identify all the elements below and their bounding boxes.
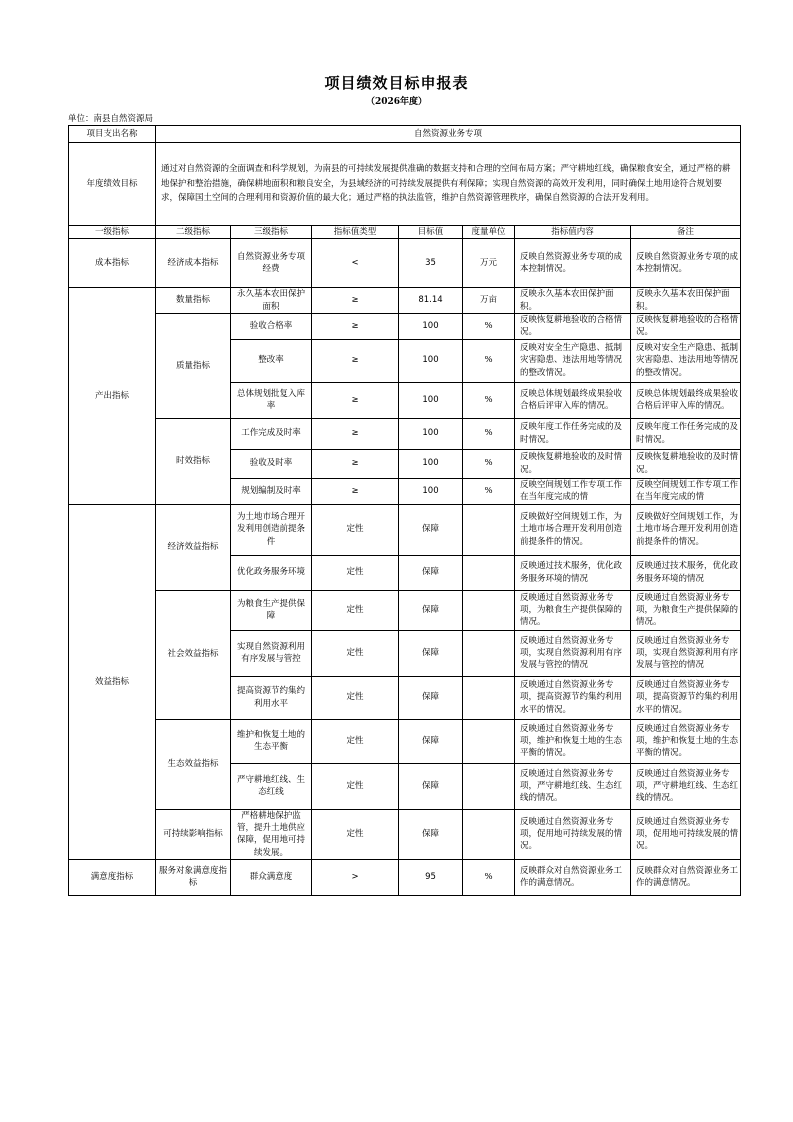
level1-indicator: 满意度指标 — [69, 859, 156, 895]
measure-unit — [463, 555, 515, 590]
indicator-type: 定性 — [312, 676, 399, 719]
header-cell: 三级指标 — [231, 226, 312, 239]
indicator-content: 反映恢复耕地验收的及时情况。 — [515, 449, 631, 478]
remark: 反映通过技术服务，优化政务服务环境的情况 — [631, 555, 741, 590]
target-value: 100 — [399, 382, 463, 418]
indicator-content: 反映自然资源业务专项的成本控制情况。 — [515, 239, 631, 288]
remark: 反映群众对自然资源业务工作的满意情况。 — [631, 859, 741, 895]
level2-indicator: 可持续影响指标 — [156, 809, 231, 859]
target-value: 100 — [399, 418, 463, 449]
header-cell: 备注 — [631, 226, 741, 239]
target-value: 95 — [399, 859, 463, 895]
indicator-content: 反映通过自然资源业务专项，为粮食生产提供保障的情况。 — [515, 590, 631, 630]
indicator-content: 反映通过自然资源业务专项，提高资源节约集约利用水平的情况。 — [515, 676, 631, 719]
level3-indicator: 自然资源业务专项经费 — [231, 239, 312, 288]
level3-indicator: 提高资源节约集约利用水平 — [231, 676, 312, 719]
target-value: 保障 — [399, 590, 463, 630]
header-cell: 指标值类型 — [312, 226, 399, 239]
level3-indicator: 严守耕地红线、生态红线 — [231, 763, 312, 809]
target-value: 35 — [399, 239, 463, 288]
level3-indicator: 优化政务服务环境 — [231, 555, 312, 590]
level3-indicator: 为粮食生产提供保障 — [231, 590, 312, 630]
indicator-type: 定性 — [312, 504, 399, 555]
performance-table — [68, 125, 741, 896]
level3-indicator: 实现自然资源利用有序发展与管控 — [231, 630, 312, 676]
indicator-type: > — [312, 859, 399, 895]
table-row — [69, 288, 741, 314]
target-value: 保障 — [399, 630, 463, 676]
remark: 反映通过自然资源业务专项，为粮食生产提供保障的情况。 — [631, 590, 741, 630]
indicator-content: 反映恢复耕地验收的合格情况。 — [515, 313, 631, 339]
table-row — [69, 313, 741, 339]
indicator-content: 反映通过自然资源业务专项，实现自然资源利用有序发展与管控的情况 — [515, 630, 631, 676]
measure-unit — [463, 809, 515, 859]
level2-indicator: 经济效益指标 — [156, 504, 231, 590]
measure-unit: % — [463, 418, 515, 449]
level3-indicator: 群众满意度 — [231, 859, 312, 895]
indicator-type: 定性 — [312, 590, 399, 630]
project-name-value: 自然资源业务专项 — [156, 126, 741, 143]
target-value: 保障 — [399, 676, 463, 719]
measure-unit: % — [463, 313, 515, 339]
remark: 反映通过自然资源业务专项，实现自然资源利用有序发展与管控的情况 — [631, 630, 741, 676]
level3-indicator: 验收合格率 — [231, 313, 312, 339]
measure-unit — [463, 630, 515, 676]
measure-unit: % — [463, 449, 515, 478]
remark: 反映永久基本农田保护面积。 — [631, 288, 741, 314]
remark: 反映空间规划工作专项工作在当年度完成的情 — [631, 478, 741, 504]
header-cell: 度量单位 — [463, 226, 515, 239]
indicator-type: ≥ — [312, 478, 399, 504]
header-cell: 二级指标 — [156, 226, 231, 239]
annual-goal-text: 通过对自然资源的全面调查和科学规划，为南县的可持续发展提供准确的数据支持和合理的空间布局方案；严守耕地红线，确保粮食安全，通过严格的耕地保护和整治措施，确保耕地面积和粮良安全，为县域经济的可持续发展提供有利保障；实现自然资源的高效开发利用，同时确保土地用途符合规划要求，保障国土空间的合理利用和资源价值的最大化；通过严格的执法监管，维护自然资源管理秩序，确保自然资源的合法开发利用。 — [156, 143, 741, 226]
measure-unit: % — [463, 859, 515, 895]
table-row — [69, 719, 741, 763]
header-cell: 指标值内容 — [515, 226, 631, 239]
indicator-type: ≥ — [312, 313, 399, 339]
level2-indicator: 生态效益指标 — [156, 719, 231, 809]
indicator-content: 反映年度工作任务完成的及时情况。 — [515, 418, 631, 449]
header-cell: 目标值 — [399, 226, 463, 239]
target-value: 保障 — [399, 555, 463, 590]
measure-unit: % — [463, 478, 515, 504]
remark: 反映年度工作任务完成的及时情况。 — [631, 418, 741, 449]
level2-indicator: 质量指标 — [156, 313, 231, 418]
measure-unit: % — [463, 339, 515, 382]
unit-label: 单位：南县自然资源局 — [68, 114, 154, 124]
measure-unit — [463, 719, 515, 763]
project-name-label: 项目支出名称 — [69, 126, 156, 143]
indicator-content: 反映对安全生产隐患、抵制灾害隐患、违法用地等情况的整改情况。 — [515, 339, 631, 382]
indicator-content: 反映群众对自然资源业务工作的满意情况。 — [515, 859, 631, 895]
level3-indicator: 永久基本农田保护面积 — [231, 288, 312, 314]
indicator-type: ≥ — [312, 382, 399, 418]
level1-indicator: 效益指标 — [69, 504, 156, 859]
target-value: 保障 — [399, 719, 463, 763]
level3-indicator: 规划编制及时率 — [231, 478, 312, 504]
level1-indicator: 产出指标 — [69, 288, 156, 504]
remark: 反映通过自然资源业务专项，提高资源节约集约利用水平的情况。 — [631, 676, 741, 719]
level3-indicator: 总体规划批复入库率 — [231, 382, 312, 418]
measure-unit — [463, 676, 515, 719]
target-value: 100 — [399, 478, 463, 504]
level2-indicator: 经济成本指标 — [156, 239, 231, 288]
level3-indicator: 工作完成及时率 — [231, 418, 312, 449]
level2-indicator: 社会效益指标 — [156, 590, 231, 719]
indicator-type: 定性 — [312, 809, 399, 859]
remark: 反映对安全生产隐患、抵制灾害隐患、违法用地等情况的整改情况。 — [631, 339, 741, 382]
level1-indicator: 成本指标 — [69, 239, 156, 288]
level3-indicator: 严格耕地保护监管，提升土地供应保障，促用地可持续发展。 — [231, 809, 312, 859]
target-value: 保障 — [399, 763, 463, 809]
measure-unit: 万亩 — [463, 288, 515, 314]
remark: 反映恢复耕地验收的及时情况。 — [631, 449, 741, 478]
target-value: 100 — [399, 339, 463, 382]
target-value: 81.14 — [399, 288, 463, 314]
indicator-type: < — [312, 239, 399, 288]
table-row — [69, 504, 741, 555]
remark: 反映通过自然资源业务专项，促用地可持续发展的情况。 — [631, 809, 741, 859]
table-row — [69, 859, 741, 895]
indicator-type: ≥ — [312, 339, 399, 382]
measure-unit: 万元 — [463, 239, 515, 288]
level3-indicator: 验收及时率 — [231, 449, 312, 478]
indicator-type: 定性 — [312, 763, 399, 809]
annual-goal-label: 年度绩效目标 — [69, 143, 156, 226]
indicator-type: ≥ — [312, 449, 399, 478]
indicator-type: 定性 — [312, 719, 399, 763]
page-title: 项目绩效目标申报表 — [324, 74, 469, 92]
indicator-type: ≥ — [312, 288, 399, 314]
indicator-content: 反映总体规划最终成果验收合格后评审入库的情况。 — [515, 382, 631, 418]
level2-indicator: 服务对象满意度指标 — [156, 859, 231, 895]
indicator-content: 反映通过自然资源业务专项，促用地可持续发展的情况。 — [515, 809, 631, 859]
measure-unit — [463, 763, 515, 809]
target-value: 100 — [399, 449, 463, 478]
remark: 反映自然资源业务专项的成本控制情况。 — [631, 239, 741, 288]
indicator-content: 反映永久基本农田保护面积。 — [515, 288, 631, 314]
measure-unit: % — [463, 382, 515, 418]
level3-indicator: 维护和恢复土地的生态平衡 — [231, 719, 312, 763]
measure-unit — [463, 504, 515, 555]
target-value: 100 — [399, 313, 463, 339]
level3-indicator: 整改率 — [231, 339, 312, 382]
indicator-content: 反映通过自然资源业务专项，维护和恢复土地的生态平衡的情况。 — [515, 719, 631, 763]
indicator-content: 反映做好空间规划工作，为土地市场合理开发利用创造前提条件的情况。 — [515, 504, 631, 555]
year-subtitle: （2026年度） — [365, 97, 428, 107]
remark: 反映通过自然资源业务专项，维护和恢复土地的生态平衡的情况。 — [631, 719, 741, 763]
indicator-type: 定性 — [312, 630, 399, 676]
header-cell: 一级指标 — [69, 226, 156, 239]
table-row — [69, 418, 741, 449]
remark: 反映恢复耕地验收的合格情况。 — [631, 313, 741, 339]
remark: 反映做好空间规划工作，为土地市场合理开发利用创造前提条件的情况。 — [631, 504, 741, 555]
table-row — [69, 239, 741, 288]
target-value: 保障 — [399, 809, 463, 859]
table-row — [69, 590, 741, 630]
indicator-type: ≥ — [312, 418, 399, 449]
level3-indicator: 为土地市场合理开发利用创造前提条件 — [231, 504, 312, 555]
measure-unit — [463, 590, 515, 630]
level2-indicator: 数量指标 — [156, 288, 231, 314]
indicator-content: 反映空间规划工作专项工作在当年度完成的情 — [515, 478, 631, 504]
remark: 反映通过自然资源业务专项，严守耕地红线、生态红线的情况。 — [631, 763, 741, 809]
target-value: 保障 — [399, 504, 463, 555]
indicator-type: 定性 — [312, 555, 399, 590]
indicator-content: 反映通过自然资源业务专项，严守耕地红线、生态红线的情况。 — [515, 763, 631, 809]
table-row — [69, 809, 741, 859]
level2-indicator: 时效指标 — [156, 418, 231, 504]
remark: 反映总体规划最终成果验收合格后评审入库的情况。 — [631, 382, 741, 418]
indicator-content: 反映通过技术服务，优化政务服务环境的情况 — [515, 555, 631, 590]
